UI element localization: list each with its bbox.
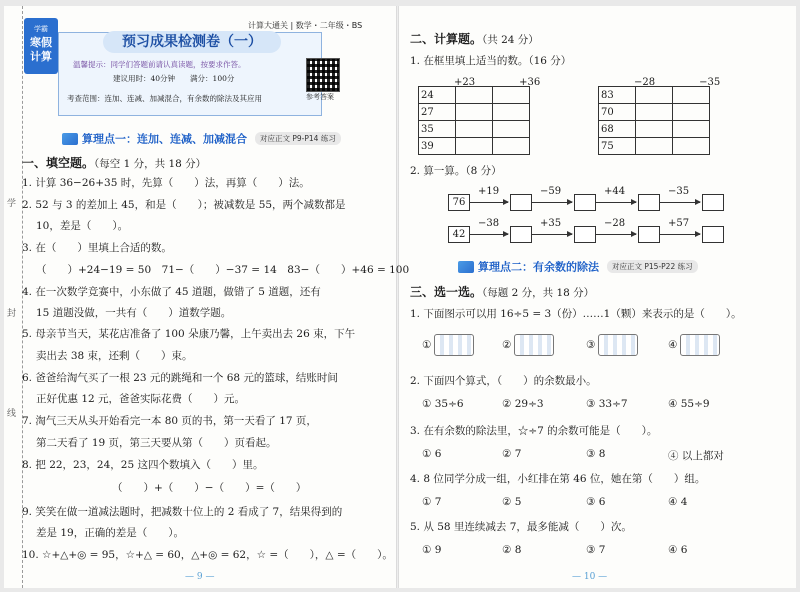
choice-question-1: 1. 下面图示可以用 16÷5 = 3（份）……1（颗）来表示的是（ ）。 xyxy=(410,308,742,320)
table-ops: +23 +36 xyxy=(454,77,541,88)
arrow xyxy=(532,202,572,203)
choice-option[interactable]: ① 6 xyxy=(422,448,442,460)
answer-box[interactable] xyxy=(574,226,596,243)
choice-option[interactable]: ① xyxy=(422,334,474,356)
dots-figure xyxy=(680,334,720,356)
table-ops: −28 −35 xyxy=(634,77,721,88)
page-gutter xyxy=(396,6,399,588)
question-1: 1. 计算 36−26+35 时，先算（ ）法，再算（ ）法。 xyxy=(22,177,310,189)
arrow xyxy=(596,202,636,203)
question-5-cont: 卖出去 38 束，还剩（ ）束。 xyxy=(36,350,193,362)
choice-option[interactable]: ④ 55÷9 xyxy=(668,398,710,410)
question-6-cont: 正好优惠 12 元，爸爸实际花费（ ）元。 xyxy=(36,393,246,405)
choice-option[interactable]: ① 7 xyxy=(422,496,442,508)
knowledge-point-1: 算理点一：连加、连减、加减混合 对应正文 P9-P14 练习 xyxy=(62,128,341,144)
table-row: 75 xyxy=(599,138,710,155)
answer-box[interactable] xyxy=(638,194,660,211)
table-row: 24 xyxy=(419,87,530,104)
pencil-icon xyxy=(458,261,474,273)
time-score-info: 建议用时：40分钟 满分：100分 xyxy=(113,74,235,83)
knowledge-point-2: 算理点二：有余数的除法 对应正文 P15-P22 练习 xyxy=(458,256,698,272)
qr-code-icon[interactable] xyxy=(306,58,340,92)
arrow xyxy=(660,202,700,203)
dots-figure xyxy=(434,334,474,356)
dots-figure xyxy=(514,334,554,356)
table-row: 27 xyxy=(419,104,530,121)
binding-char: 封 xyxy=(7,309,17,319)
question-2: 2. 52 与 3 的差加上 45，和是（ ）；被减数是 55，两个减数都是 xyxy=(22,199,346,211)
section-heading: 三、选一选。（每题 2 分，共 18 分） xyxy=(410,285,595,299)
arrow xyxy=(470,234,508,235)
chain-op: +57 xyxy=(668,218,690,229)
choice-option[interactable]: ③ 7 xyxy=(586,544,606,556)
answer-box[interactable] xyxy=(510,194,532,211)
question-8: 8. 把 22，23，24，25 这四个数填入（ ）里。 xyxy=(22,459,264,471)
question-3-equations: （ ）+24−19 = 50 71−（ ）−37 = 14 83−（ ）+46 = 100 xyxy=(36,264,410,276)
question-5: 5. 母亲节当天，某花店准备了 100 朵康乃馨，上午卖出去 26 束，下午 xyxy=(22,328,356,340)
instruction-text: 温馨提示：同学们答题前请认真读题，按要求作答。 xyxy=(73,60,246,69)
calc-table-1 xyxy=(418,86,530,155)
question-6: 6. 爸爸给淘气买了一根 23 元的跳绳和一个 68 元的篮球，结账时间 xyxy=(22,372,338,384)
arrow xyxy=(660,234,700,235)
choice-question-2: 2. 下面四个算式，（ ）的余数最小。 xyxy=(410,375,597,387)
choice-option[interactable]: ③ 33÷7 xyxy=(586,398,628,410)
dots-figure xyxy=(598,334,638,356)
choice-option[interactable]: ① 9 xyxy=(422,544,442,556)
choice-option[interactable]: ④ xyxy=(668,334,720,356)
chain-op: −59 xyxy=(540,186,562,197)
chain-op: −28 xyxy=(604,218,626,229)
table-row: 35 xyxy=(419,121,530,138)
choice-option[interactable]: ③ xyxy=(586,334,638,356)
choice-option[interactable]: ④ 以上都对 xyxy=(668,450,724,462)
binding-char: 学 xyxy=(7,199,17,209)
answer-box[interactable] xyxy=(638,226,660,243)
question-7: 7. 淘气三天从头开始看完一本 80 页的书，第一天看了 17 页， xyxy=(22,415,317,427)
question-4: 4. 在一次数学竞赛中，小东做了 45 道题，做错了 5 道题，还有 xyxy=(22,286,321,298)
choice-option[interactable]: ② 7 xyxy=(502,448,522,460)
arrow xyxy=(596,234,636,235)
question-2-cont: 10，差是（ ）。 xyxy=(36,220,129,232)
answer-box[interactable] xyxy=(510,226,532,243)
calc-question-1: 1. 在框里填上适当的数。（16 分） xyxy=(410,55,572,67)
question-8-equation: （ ）+（ ）−（ ）=（ ） xyxy=(112,482,307,494)
question-3: 3. 在（ ）里填上合适的数。 xyxy=(22,242,172,254)
chain-op: −38 xyxy=(478,218,500,229)
choice-option[interactable]: ④ 6 xyxy=(668,544,688,556)
answer-box[interactable] xyxy=(702,226,724,243)
page-number: — 10 — xyxy=(572,572,608,582)
choice-option[interactable]: ② 29÷3 xyxy=(502,398,544,410)
binding-char: 线 xyxy=(7,409,17,419)
question-7-cont: 第二天看了 19 页，第三天要从第（ ）页看起。 xyxy=(36,437,277,449)
calc-table-2 xyxy=(598,86,710,155)
chain-start-box: 42 xyxy=(448,226,470,243)
page-title: 预习成果检测卷（一） xyxy=(103,31,281,53)
binding-margin xyxy=(4,6,23,588)
question-9-cont: 差是 19，正确的差是（ ）。 xyxy=(36,527,184,539)
calc-question-2: 2. 算一算。（8 分） xyxy=(410,165,502,177)
choice-option[interactable]: ③ 8 xyxy=(586,448,606,460)
page-number: — 9 — xyxy=(185,572,215,582)
series-label: 计算大通关 | 数学・二年级・BS xyxy=(248,21,363,30)
chain-start-box: 76 xyxy=(448,194,470,211)
table-row: 39 xyxy=(419,138,530,155)
section-heading: 二、计算题。（共 24 分） xyxy=(410,32,539,46)
choice-option[interactable]: ④ 4 xyxy=(668,496,688,508)
chain-op: +44 xyxy=(604,186,626,197)
exam-scope: 考查范围：连加、连减、加减混合，有余数的除法及其应用 xyxy=(67,94,262,103)
question-4-cont: 15 道题没做，一共有（ ）道数学题。 xyxy=(36,307,232,319)
choice-question-5: 5. 从 58 里连续减去 7，最多能减（ ）次。 xyxy=(410,521,632,533)
choice-question-3: 3. 在有余数的除法里，☆÷7 的余数可能是（ ）。 xyxy=(410,425,658,437)
choice-option[interactable]: ① 35÷6 xyxy=(422,398,464,410)
choice-option[interactable]: ② xyxy=(502,334,554,356)
test-header-box xyxy=(58,32,322,116)
section-heading: 一、填空题。（每空 1 分，共 18 分） xyxy=(22,156,207,170)
brand-logo: 学霸 寒假 计算 xyxy=(24,18,58,74)
choice-option[interactable]: ② 8 xyxy=(502,544,522,556)
answer-box[interactable] xyxy=(574,194,596,211)
choice-question-4: 4. 8 位同学分成一组，小红排在第 46 位，她在第（ ）组。 xyxy=(410,473,706,485)
arrow xyxy=(470,202,508,203)
choice-option[interactable]: ③ 6 xyxy=(586,496,606,508)
qr-label: 参考答案 xyxy=(306,93,334,101)
table-row: 68 xyxy=(599,121,710,138)
chain-op: +19 xyxy=(478,186,500,197)
table-row: 83 xyxy=(599,87,710,104)
question-9: 9. 笑笑在做一道减法题时，把减数十位上的 2 看成了 7，结果得到的 xyxy=(22,506,343,518)
question-10: 10. ☆+△+◎ = 95，☆+△ = 60，△+◎ = 62，☆ =（ ），△ =（ ）。 xyxy=(22,549,393,561)
answer-box[interactable] xyxy=(702,194,724,211)
arrow xyxy=(532,234,572,235)
pencil-icon xyxy=(62,133,78,145)
choice-option[interactable]: ② 5 xyxy=(502,496,522,508)
chain-op: −35 xyxy=(668,186,690,197)
table-row: 70 xyxy=(599,104,710,121)
chain-op: +35 xyxy=(540,218,562,229)
